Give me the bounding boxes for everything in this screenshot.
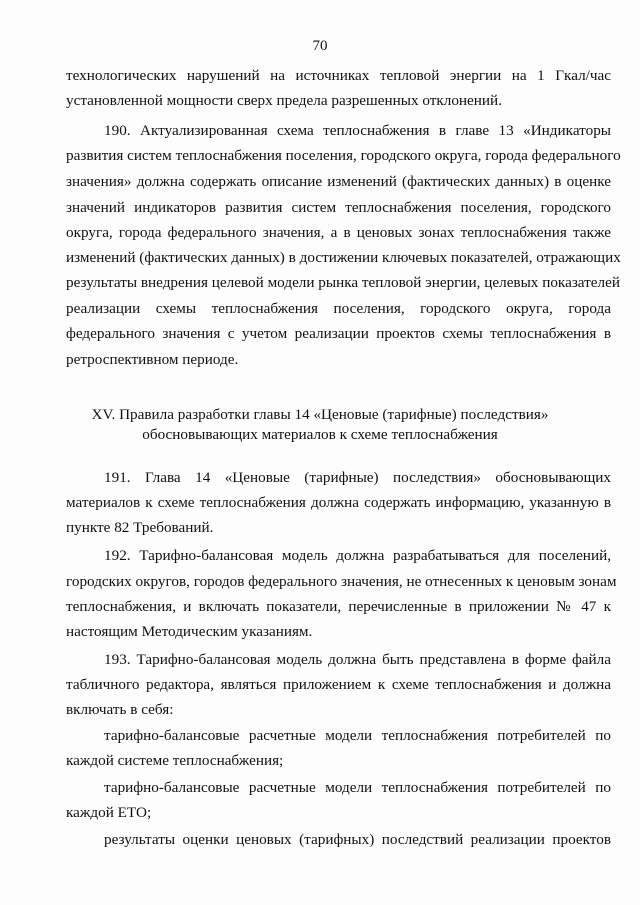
section-heading-line-1: XV. Правила разработки главы 14 «Ценовые (тарифные) последствия» <box>91 406 549 423</box>
paragraph-193-start: 193. Тарифно-балансовая модель должна быть представлена в форме файла <box>104 651 611 668</box>
text-line: изменений (фактических данных) в достижении ключевых показателей, отражающих <box>66 249 621 266</box>
text-line: включать в себя: <box>66 701 174 718</box>
section-heading-line-2: обосновывающих материалов к схеме теплоснабжения <box>142 426 498 443</box>
text-line: пункте 82 Требований. <box>66 519 214 536</box>
paragraph-190-start: 190. Актуализированная схема теплоснабжения в главе 13 «Индикаторы <box>104 122 611 139</box>
text-line: табличного редактора, являться приложением к схеме теплоснабжения и должна <box>66 676 611 693</box>
text-line: настоящим Методическим указаниям. <box>66 623 313 640</box>
text-line: результаты внедрения целевой модели рынка тепловой энергии, целевых показателей <box>66 274 620 291</box>
text-line: материалов к схеме теплоснабжения должна содержать информацию, указанную в <box>66 494 611 511</box>
text-line: установленной мощности сверх предела разрешенных отклонений. <box>66 92 502 109</box>
text-line: каждой системе теплоснабжения; <box>66 752 284 769</box>
text-line: значения» должна содержать описание изменений (фактических данных) в оценке <box>66 173 611 190</box>
text-line: округа, города федерального значения, а в ценовых зонах теплоснабжения также <box>66 224 611 241</box>
text-line: федерального значения с учетом реализации проектов схемы теплоснабжения в <box>66 325 611 342</box>
paragraph-191-start: 191. Глава 14 «Ценовые (тарифные) последствия» обосновывающих <box>104 469 611 486</box>
text-line: значений индикаторов развития систем теплоснабжения поселения, городского <box>66 199 611 216</box>
text-line: ретроспективном периоде. <box>66 351 239 368</box>
text-line: реализации схемы теплоснабжения поселения, городского округа, города <box>66 300 611 317</box>
page-number: 70 <box>312 38 328 54</box>
list-item-start: результаты оценки ценовых (тарифных) последствий реализации проектов <box>104 831 611 848</box>
list-item-start: тарифно-балансовые расчетные модели теплоснабжения потребителей по <box>104 727 611 744</box>
text-line: городских округов, городов федерального значения, не отнесенных к ценовым зонам <box>66 573 617 590</box>
text-line: каждой ЕТО; <box>66 804 152 821</box>
paragraph-192-start: 192. Тарифно-балансовая модель должна разрабатываться для поселений, <box>104 547 611 564</box>
text-line: теплоснабжения, и включать показатели, перечисленные в приложении № 47 к <box>66 598 611 615</box>
text-line: технологических нарушений на источниках тепловой энергии на 1 Гкал/час <box>66 67 611 84</box>
text-line: развития систем теплоснабжения поселения, городского округа, города федерального <box>66 147 621 164</box>
list-item-start: тарифно-балансовые расчетные модели теплоснабжения потребителей по <box>104 779 611 796</box>
